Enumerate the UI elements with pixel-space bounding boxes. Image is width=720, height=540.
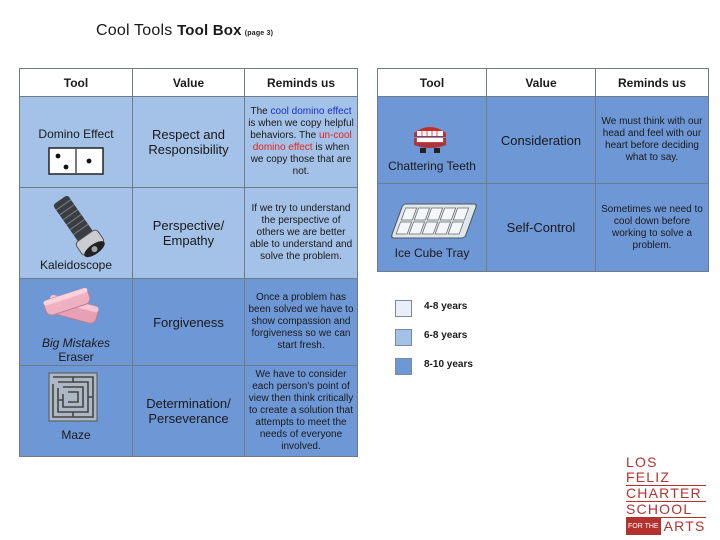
table-row [378,184,709,272]
eraser-icon [40,285,110,333]
value-cell: Determination/ Perseverance [133,366,245,457]
table-header-row [378,69,709,97]
column-header-tool: Tool [378,69,487,97]
reminds-cell: We have to consider each person's point of view then think critically to create a solution that attempts to meet the needs of everyone involved. [245,366,358,457]
reminds-cell: If we try to understand the perspective of others we are better able to understand and solve the problem. [245,188,358,279]
legend-swatch [395,358,412,375]
right-tool-table [377,68,709,272]
value-cell: Self-Control [487,184,596,272]
table-row [20,188,358,279]
value-cell: Consideration [487,97,596,184]
column-header-value: Value [133,69,245,97]
column-header-value: Value [487,69,596,97]
reminds-cell: The cool domino effect is when we copy helpful behaviors. The un-cool domino effect is when we copy those that are not. [245,97,358,188]
value-cell: Forgiveness [133,279,245,366]
chattering-teeth-icon [410,119,450,155]
table-header-row [20,69,358,97]
legend-swatch [395,329,412,346]
column-header-tool: Tool [20,69,133,97]
domino-icon [48,147,104,175]
tool-cell: Kaleidoscope [20,188,133,279]
table-row [378,97,709,184]
tool-cell: Chattering Teeth [378,97,487,184]
maze-icon [48,372,98,422]
table-row [20,366,358,457]
column-header-reminds: Reminds us [596,69,709,97]
reminds-cell: Once a problem has been solved we have to show compassion and forgiveness so we can start fresh. [245,279,358,366]
column-header-reminds: Reminds us [245,69,358,97]
table-row [20,279,358,366]
table-row [20,97,358,188]
tool-cell: Ice Cube Tray [378,184,487,272]
left-tool-table [19,68,358,457]
legend-swatch [395,300,412,317]
tool-cell: Big Mistakes Eraser [20,279,133,366]
tool-cell: Domino Effect [20,97,133,188]
page-title: Cool Tools Tool Box (page 3) [96,22,274,39]
tool-cell: Maze [20,366,133,457]
kaleidoscope-icon [44,192,114,262]
value-cell: Respect and Responsibility [133,97,245,188]
reminds-cell: We must think with our head and feel with our heart before deciding what to say. [596,97,709,184]
reminds-cell: Sometimes we need to cool down before working to solve a problem. [596,184,709,272]
school-logo: LOS FELIZ CHARTER SCHOOL FOR THE ARTS [626,454,706,534]
value-cell: Perspective/ Empathy [133,188,245,279]
ice-cube-tray-icon [388,196,478,246]
